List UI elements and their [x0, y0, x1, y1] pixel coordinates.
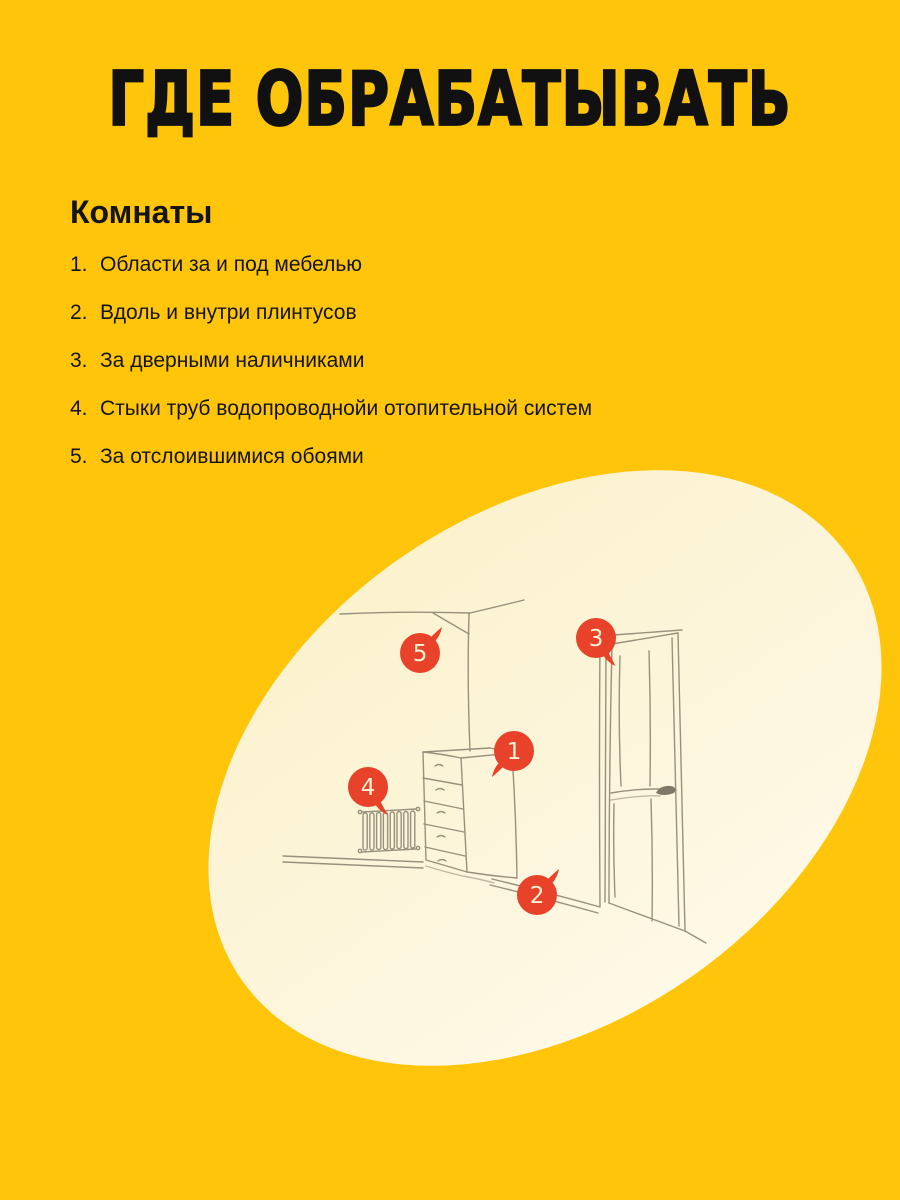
rooms-heading: Комнаты: [70, 194, 213, 230]
list-item-text: Области за и под мебелью: [100, 253, 363, 276]
list-item-text: За отслоившимися обоями: [100, 445, 364, 468]
pin-label: 5: [412, 641, 428, 667]
list-item-text: Стыки труб водопроводнойи отопительной систем: [100, 397, 593, 420]
list-item-number: 4.: [70, 397, 88, 420]
pin-label: 3: [588, 626, 604, 652]
pin-label: 4: [360, 775, 376, 801]
list-item-number: 2.: [70, 301, 88, 324]
pin-label: 1: [506, 739, 522, 765]
list-item-number: 5.: [70, 445, 88, 468]
list-item-text: Вдоль и внутри плинтусов: [100, 301, 357, 324]
list-item-text: За дверными наличниками: [100, 349, 365, 372]
list-item-number: 3.: [70, 349, 88, 372]
pin-label: 2: [529, 883, 545, 909]
page-title: ГДЕ ОБРАБАТЫВАТЬ: [108, 57, 792, 144]
list-item-number: 1.: [70, 253, 88, 276]
